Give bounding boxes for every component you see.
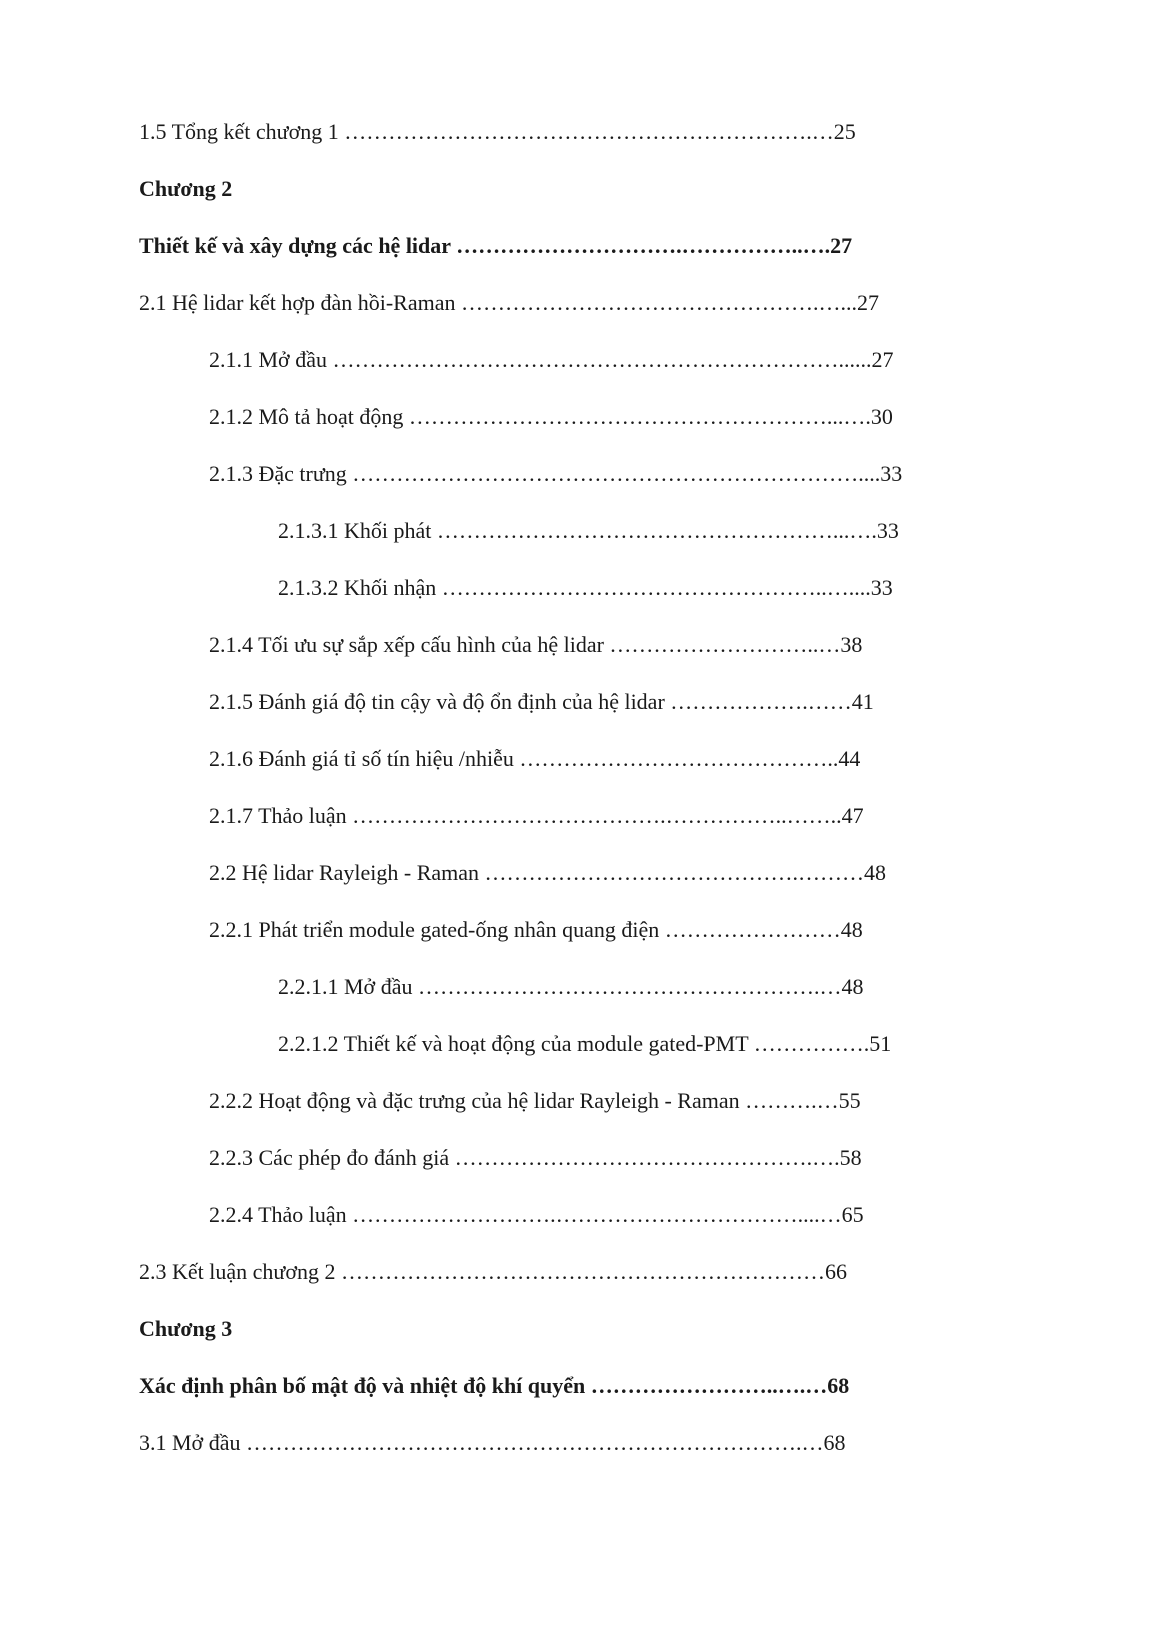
chapter-2-title: Thiết kế và xây dựng các hệ lidar ………………………….……………..….27	[139, 233, 853, 258]
chapter-3-title: Xác định phân bố mật độ và nhiệt độ khí quyển ……………………..….…68	[139, 1373, 850, 1398]
toc-entry-2-1-5: 2.1.5 Đánh giá độ tin cậy và độ ổn định của hệ lidar ……………….……41	[209, 689, 874, 714]
toc-entry-2-1: 2.1 Hệ lidar kết hợp đàn hồi-Raman ………………………………………….…...27	[139, 290, 879, 315]
toc-entry-2-1-6: 2.1.6 Đánh giá tỉ số tín hiệu /nhiễu ……………………………………..44	[209, 746, 861, 771]
toc-entry-2-2-1-2: 2.2.1.2 Thiết kế và hoạt động của module gated-PMT …………….51	[278, 1031, 892, 1056]
toc-entry-2-1-3-2: 2.1.3.2 Khối nhận ……………………………………………..…....33	[278, 575, 893, 600]
toc-entry-2-1-7: 2.1.7 Thảo luận …………………………………….……………..……..47	[209, 803, 864, 828]
toc-entry-2-2-4: 2.2.4 Thảo luận ……………………….……………………………....…65	[209, 1202, 864, 1227]
toc-entry-2-2-2: 2.2.2 Hoạt động và đặc trưng của hệ lidar Rayleigh - Raman ……….…55	[209, 1088, 861, 1113]
toc-entry-2-1-4: 2.1.4 Tối ưu sự sắp xếp cấu hình của hệ lidar ………………………..…38	[209, 632, 863, 657]
chapter-2-label: Chương 2	[139, 176, 233, 201]
chapter-3-label: Chương 3	[139, 1316, 233, 1341]
toc-entry-2-1-1: 2.1.1 Mở đầu ……………………………………………………………......27	[209, 347, 894, 372]
toc-entry-3-1: 3.1 Mở đầu ………………………………………………………………….…68	[139, 1430, 846, 1455]
toc-entry-2-2-1-1: 2.2.1.1 Mở đầu ……………………………………………….…48	[278, 974, 864, 999]
toc-entry-2-2: 2.2 Hệ lidar Rayleigh - Raman …………………………………….………48	[209, 860, 887, 885]
toc-entry-2-2-3: 2.2.3 Các phép đo đánh giá ………………………………………….….58	[209, 1145, 862, 1170]
toc-entry-2-3: 2.3 Kết luận chương 2 …………………………………………………………66	[139, 1259, 847, 1284]
toc-entry-2-1-3: 2.1.3 Đặc trưng ……………………………………………………………....33	[209, 461, 903, 486]
toc-entry-2-1-3-1: 2.1.3.1 Khối phát ………………………………………………...….33	[278, 518, 899, 543]
toc-entry-1-5: 1.5 Tổng kết chương 1 ……………………………………………………….…25	[139, 119, 856, 144]
toc-entry-2-2-1: 2.2.1 Phát triển module gated-ống nhân quang điện ……………………48	[209, 917, 863, 942]
toc-entry-2-1-2: 2.1.2 Mô tả hoạt động …………………………………………………...….30	[209, 404, 893, 429]
